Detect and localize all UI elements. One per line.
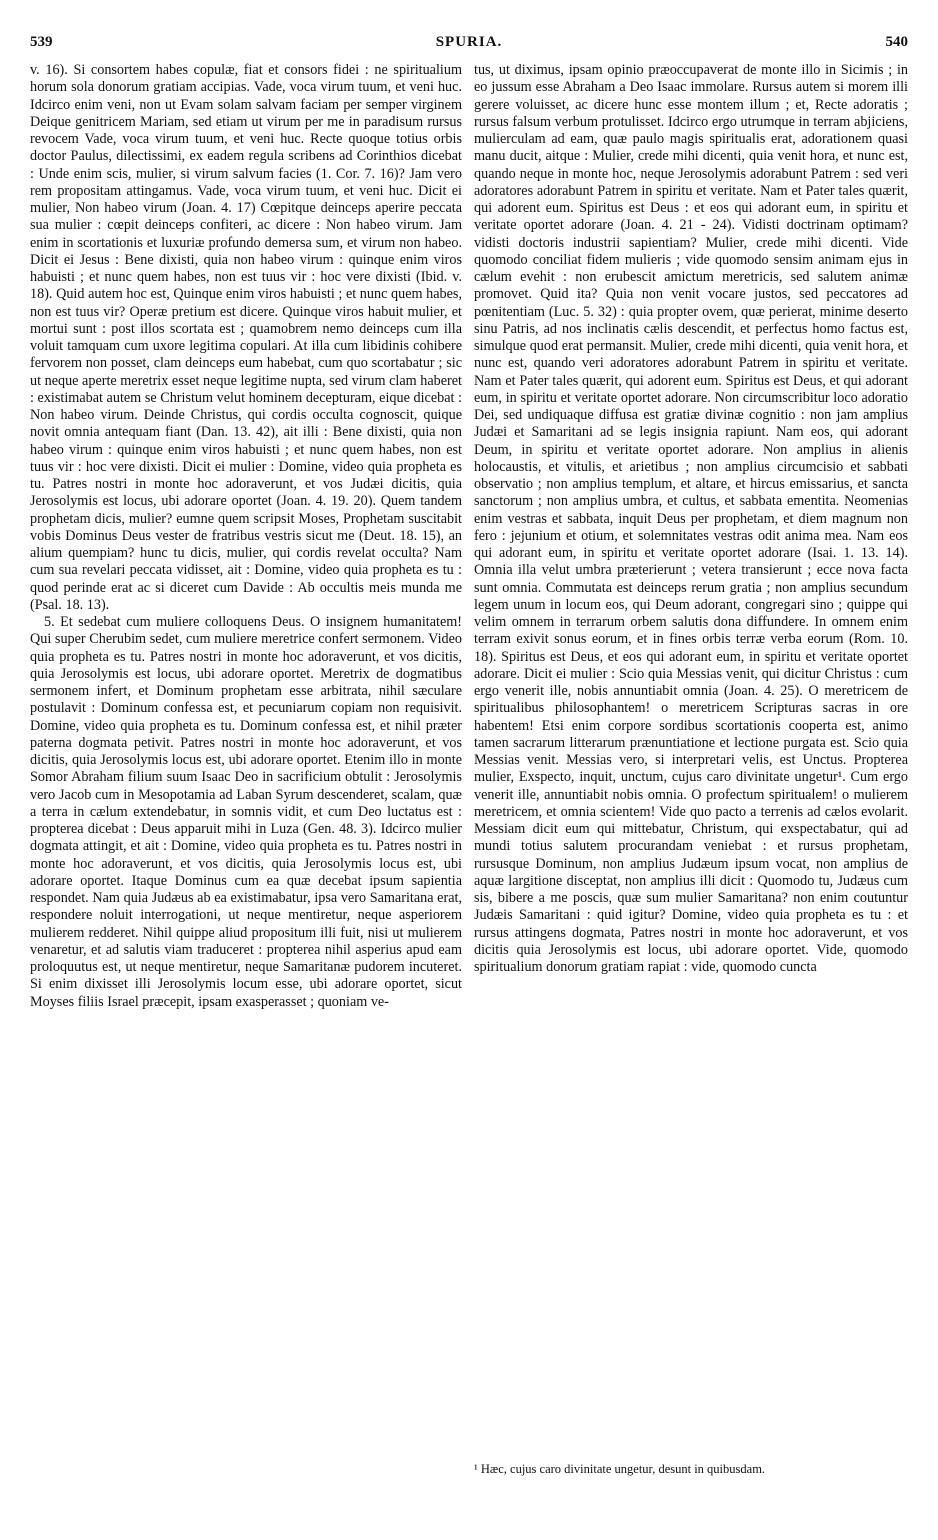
page-number-left: 539 (30, 34, 53, 50)
footnote-text: ¹ Hæc, cujus caro divinitate ungetur, desunt in quibusdam. (474, 1462, 766, 1476)
left-paragraph-2: 5. Et sedebat cum muliere colloquens Deus. O insignem humanitatem! Qui super Cherubim sedet, cum muliere meretrice confert sermonem. Video quia propheta es tu. Patres nostri in monte hoc adoraverunt, et vos dicitis, quia Jerosolymis est locus, ubi adorare oportet. Meretrix de dogmatibus sermonem infert, et Dominum prophetam esse arbitrata, nihil sæculare postulavit : Dominum confessa est, et pecuniarum copiam non requisivit. Domine, video quia propheta es tu. Dominum confessa est, et nihil præter paterna dogmata petivit. Patres nostri in monte hoc adoraverunt, et vos dicitis, quia Jerosolymis locus est, ubi adorare oportet. Etenim illo in monte Somor Abraham filium suum Isaac Deo in sacrificium obtulit : Jerosolymis vero Jacob cum in Mesopotamia ad Laban Syrum descenderet, scalam, quæ a terra in cælum extendebatur, in somnis vidit, et cum Deo luctatus est : propterea dicebat : Deus apparuit mihi in Luza (Gen. 48. 3). Idcirco mulier dogmata attingit, et ait : Domine, video quia propheta es tu. Patres nostri in monte hoc adoraverunt, et vos dicitis, quia Jerosolymis locus est, ubi adorare oportet. Itaque Dominus cum ea quæ decebat ipsum sapientia respondet. Nam quia Judæus ab ea existimabatur, ipsa vero Samaritana erat, respondere noluit interrogationi, ut neque mentiretur, neque asperiorem mulierem redderet. Nihil quippe aliud propositum illi fuit, nisi ut mulierem venaretur, et ad salutis viam traduceret : propterea nihil asperius apud eam proloquutus est, ut neque mentiretur, neque Samaritanæ pudorem incuteret. Si enim dixisset illi Jerosolymis locum esse, ubi adorare oportet, sicut Moyses filiis Israel præcepit, ipsam exasperasset ; quoniam ve- (30, 614, 462, 1010)
left-paragraph-1: v. 16). Si consortem habes copulæ, fiat et consors fidei : ne spiritualium horum sola donorum gratiam accipias. Vade, voca virum tuum, et veni huc. Idcirco enim veni, non ut Evam solam salvam faciam per semper virginem Deique genitricem Mariam, sed etiam ut virum per me in paradisum rursus revocem Vade, voca virum tuum, et veni huc. Recte quoque totius orbis doctor Paulus, dilectissimi, ex eadem regula scribens ad Corinthios dicebat : Unde enim scis, mulier, si virum salvum facies (1. Cor. 7. 16)? Jam vero rem propositam attingamus. Vade, voca virum tuum, et veni huc. Dicit ei mulier, Non habeo virum (Joan. 4. 17) Cœpitque deinceps aperire peccata sua mulier : cœpit deinceps confiteri, ac dicere : Non habeo virum. Jam enim in scortationis et luxuriæ profundo demersa sum, et virum non habeo. Dicit ei Jesus : Bene dixisti, quia non habeo virum : quinque enim viros habuisti ; et nunc quem habes, non est tuus vir : hoc vere dixisti (Ibid. v. 18). Quid autem hoc est, Quinque enim viros habuisti ; et nunc quem habes, non est tuus vir? Operæ pretium est dicere. Quinque viros habuit mulier, et mortui sunt : post illos scortata est ; quamobrem nemo deinceps cum illa voluit tamquam cum uxore legitima copulari. At illa cum libidinis cohibere fervorem non posset, clam deinceps eum habebat, cum quo scortabatur ; sic ut neque aperte meretrix esset neque legitime nupta, sed virum clam haberet : existimabat autem se Christum velut hominem decepturam, eique dicebat : Non habeo virum. Deinde Christus, qui cordis occulta cognoscit, quique novit omnia antequam fiant (Dan. 13. 42), ait illi : Bene dixisti, quia non habeo virum : quinque enim viros habuisti ; et nunc quem habes, non est tuus vir : hoc vere dixisti. Dicit ei mulier : Domine, video quia propheta es tu. Patres nostri in monte hoc adoraverunt, et vos Judæi dicitis, quia Jerosolymis est locus, ubi adorare oportet (Joan. 4. 19. 20). Quem tandem prophetam dicis, mulier? eumne quem scripsit Moses, Prophetam suscitabit vobis Dominus Deus vester de fratribus vestris sicut me (Deut. 18. 15), an alium quempiam? hunc tu dicis, mulier, qui cordis revelat occulta? Nam cum sua revelari peccata vidisset, ait : Domine, video quia propheta es tu : quod perinde erat ac si diceret cum Davide : Ab occultis meis munda me (Psal. 18. 13). (30, 62, 462, 613)
page-header (30, 34, 908, 58)
left-column (30, 62, 462, 1011)
right-paragraph-1: tus, ut diximus, ipsam opinio præoccupaverat de monte illo in Sicimis ; in eo jussum esse Abraham a Deo Isaac immolare. Rursus autem si morem illi gerere voluisset, ac dicere hunc esse montem illum ; et, Recte adoratis ; rursus falsum verbum protulisset. Idcirco ergo utrumque in terram abjiciens, mulierculam ad eam, quæ paulo magis spiritualis erat, adorationem quasi manu ducit, aitque : Mulier, crede mihi dicenti, quia venit hora, et nunc est, quando neque in monte hoc, neque Jerosolymis adorabunt Patrem : sed veri adoratores adorabunt Patrem in spiritu et veritate. Nam et Pater tales quærit, qui adorent eum. Spiritus est Deus : et eos qui adorant eum, in spiritu et veritate oportet adorare (Joan. 4. 21 - 24). Vidisti doctrinam optimam? vidisti doctoris industrii sapientiam? Mulier, crede mihi dicenti. Vide quomodo conciliat fidem mulieris ; vide quomodo sensim animam ejus in cælum evehit : non erubescit amictum meretricis, sed salutem animæ promovet. Quid ita? Quia non venit vocare justos, sed peccatores ad pœnitentiam (Luc. 5. 32) : quia propter ovem, quæ perierat, minime deserto sinu Patris, ad nos inclinatis cælis descendit, et perfectus homo factus est, simulque quod erat permansit. Mulier, crede mihi dicenti, quia venit hora, et nunc est, quando veri adoratores adorabunt Patrem in spiritu et veritate. Nam et Pater tales quærit, qui adorent eum. Spiritus est Deus, et qui adorant eum, in spiritu et veritate oportet adorare. Non circumscribitur loco adoratio Dei, sed undiquaque diffusa est gratiæ divinæ cognitio : non jam amplius Judæi et Samaritani ad se legis insignia rapiunt. Nam eos, qui adorant Deum, in spiritu et veritate oportet adorare. Non amplius in alienis holocaustis, et vitulis, et arietibus ; non amplius circumcisio et sabbati observatio ; non amplius templum, et altare, et hircus emissarius, et sancta sanctorum ; non amplius umbra, et cultus, et sabbata ementita. Neomenias enim vestras et sabbata, inquit Deus per prophetam, et diem magnum non fero : jejunium et otium, et solemnitates vestras odit anima mea. Nam eos qui adorant eum, in spiritu et veritate oportet adorare (Isai. 1. 13. 14). Omnia illa velut umbra præterierunt ; vetera transierunt ; ecce nova facta sunt omnia. Commutata est deinceps rerum gratia ; non amplius secundum legem unum in locum eos, qui Deum adorant, congregari sino ; quippe qui velim omnem in terrarum orbem salutis dona diffundere. In omnem enim terram exivit sonus eorum, et in fines orbis terræ verba eorum (Rom. 10. 18). Spiritus est Deus, et eos qui adorant eum, in spiritu et veritate oportet adorare. Dicit ei mulier : Scio quia Messias venit, qui dicitur Christus : cum ergo venerit ille, nobis annuntiabit omnia (Joan. 4. 25). O meretricem de spiritualibus philosophantem! o meretricem Scripturas sacras in ore habentem! Etsi enim corpore sordibus scortationis cooperta est, animo tamen sacrarum litterarum prænuntiatione et lectione purgata est. Scio quia Messias venit. Messias vero, si interpretari velis, est Unctus. Propterea mulier, Exspecto, inquit, unctum, cujus caro divinitate ungetur¹. Cum ergo venerit ille, annuntiabit nobis omnia. O profectum spiritualem! o mulierem meretricem, et omnia scientem! Vide quo pacto a terrenis ad cælos evolarit. Messiam dicit eum qui mittebatur, Christum, qui exspectabatur, qui ad mundi totius salutem procurandam veniebat : et rursus prophetam, rursusque Dominum, non amplius Judæum ipsum vocat, non amplius de aquæ largitione disceptat, non amplius illi dicit : Quomodo tu, Judæus cum sis, bibere a me poscis, quæ sum mulier Samaritana? non enim coutuntur Judæis Samaritani : quid igitur? Domine, video quia propheta es tu : et rursus attingens dogmata, Patres nostri in monte hoc adoraverunt, et vos dicitis quia Jerosolymis est locus, ubi adorare oportet. Vide, quomodo spiritualium donorum gratiam rapiat : vide, quomodo cuncta (474, 62, 908, 975)
right-column (474, 62, 908, 976)
page-number-right: 540 (885, 34, 908, 50)
running-title: SPURIA. (435, 34, 503, 50)
footnote (474, 1462, 908, 1477)
